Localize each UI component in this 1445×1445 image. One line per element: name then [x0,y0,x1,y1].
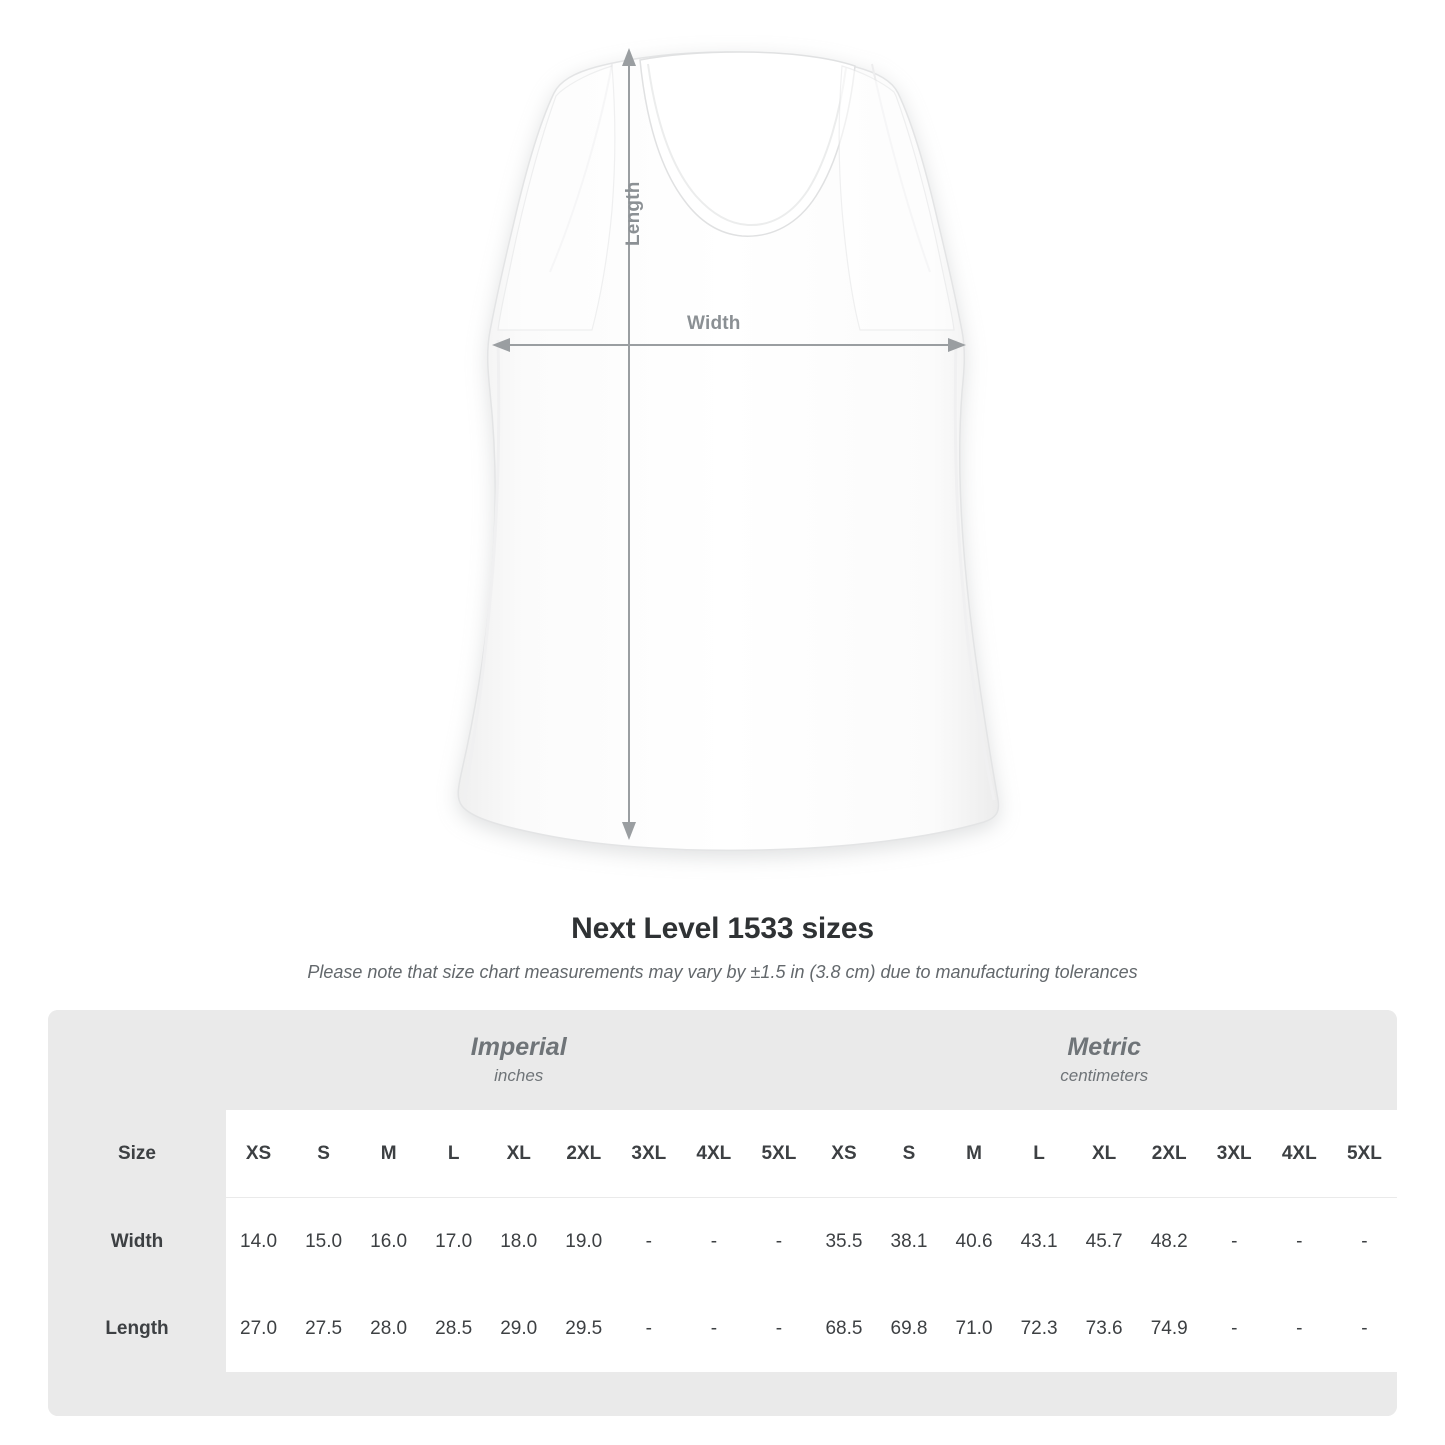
table-cell: - [746,1198,811,1286]
table-cell: - [616,1285,681,1372]
size-table [48,1010,1397,1416]
imperial-subtitle: inches [494,1065,544,1085]
table-cell: - [746,1285,811,1372]
table-cell: 40.6 [942,1198,1007,1286]
table-cell: 16.0 [356,1198,421,1286]
table-cell: - [1202,1285,1267,1372]
table-cell: - [1332,1198,1397,1286]
table-cell: 68.5 [811,1285,876,1372]
table-cell: 73.6 [1072,1285,1137,1372]
size-column-header: XS [811,1110,876,1198]
table-cell: - [1267,1285,1332,1372]
metric-subtitle: centimeters [1060,1065,1149,1085]
width-dimension-label: Width [687,313,741,334]
size-column-header: L [1007,1110,1072,1198]
chart-note: Please note that size chart measurements may vary by ±1.5 in (3.8 cm) due to manufacturing tolerances [307,962,1138,982]
size-column-header: M [356,1110,421,1198]
size-column-header: XS [226,1110,291,1198]
chart-title: Next Level 1533 sizes [571,912,874,945]
imperial-header [226,1010,811,1110]
size-column-header: M [942,1110,1007,1198]
table-row [48,1285,1397,1372]
size-column-header: 3XL [616,1110,681,1198]
table-cell: - [1267,1198,1332,1286]
size-column-header: 4XL [681,1110,746,1198]
size-column-header: 5XL [746,1110,811,1198]
size-column-header: 2XL [551,1110,616,1198]
size-column-header: 5XL [1332,1110,1397,1198]
table-cell: 29.0 [486,1285,551,1372]
table-footer-cell [48,1372,1397,1416]
size-label: Size [48,1110,226,1198]
table-cell: 35.5 [811,1198,876,1286]
table-cell: - [1202,1198,1267,1286]
table-cell: 17.0 [421,1198,486,1286]
table-cell: 28.0 [356,1285,421,1372]
metric-header [811,1010,1397,1110]
title-block [0,912,1445,983]
size-column-header: S [291,1110,356,1198]
units-header-row [48,1010,1397,1110]
metric-title: Metric [1067,1033,1142,1062]
table-cell: - [616,1198,681,1286]
table-cell: - [681,1198,746,1286]
size-column-header: 4XL [1267,1110,1332,1198]
table-cell: 69.8 [876,1285,941,1372]
table-cell: 27.0 [226,1285,291,1372]
table-cell: 45.7 [1072,1198,1137,1286]
table-cell: 28.5 [421,1285,486,1372]
size-column-header: 2XL [1137,1110,1202,1198]
size-column-header: L [421,1110,486,1198]
table-cell: 48.2 [1137,1198,1202,1286]
row-label-width: Width [48,1198,226,1286]
table-cell: 18.0 [486,1198,551,1286]
size-header-row [48,1110,1397,1198]
length-dimension-label: Length [623,181,644,246]
size-table-wrapper [48,1010,1397,1416]
table-cell: 19.0 [551,1198,616,1286]
table-cell: 29.5 [551,1285,616,1372]
table-row [48,1198,1397,1286]
table-cell: 72.3 [1007,1285,1072,1372]
size-column-header: 3XL [1202,1110,1267,1198]
table-cell: 14.0 [226,1198,291,1286]
table-cell: - [681,1285,746,1372]
table-cell: 38.1 [876,1198,941,1286]
table-footer-row [48,1372,1397,1416]
table-cell: 74.9 [1137,1285,1202,1372]
imperial-title: Imperial [470,1033,567,1062]
size-column-header: XL [486,1110,551,1198]
table-cell: 27.5 [291,1285,356,1372]
size-column-header: XL [1072,1110,1137,1198]
table-cell: 71.0 [942,1285,1007,1372]
table-cell: 43.1 [1007,1198,1072,1286]
table-cell: 15.0 [291,1198,356,1286]
table-cell: - [1332,1285,1397,1372]
size-column-header: S [876,1110,941,1198]
units-spacer [48,1010,226,1110]
row-label-length: Length [48,1285,226,1372]
